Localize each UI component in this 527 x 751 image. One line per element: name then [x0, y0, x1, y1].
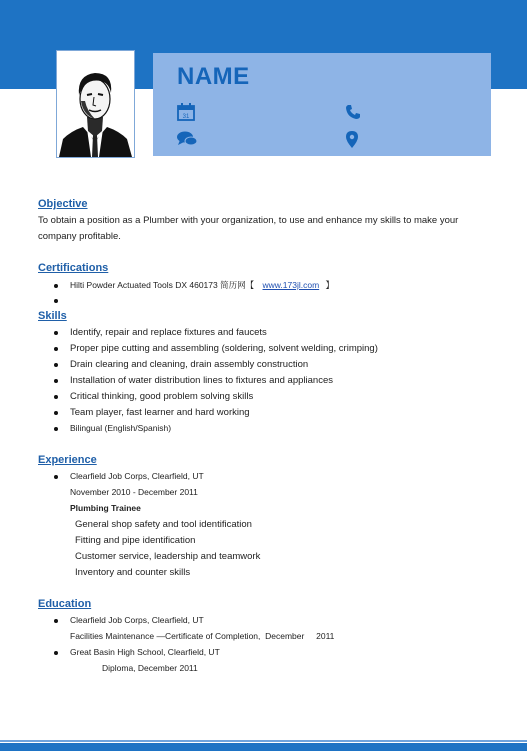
phone-icon: [345, 104, 361, 120]
svg-text:31: 31: [182, 114, 190, 120]
skill-item: Identify, repair and replace fixtures and faucets: [70, 327, 267, 338]
objective-text-line1: To obtain a position as a Plumber with your organization, to use and enhance my skills to make your: [38, 215, 459, 226]
profile-photo: [56, 50, 135, 158]
certification-text: Hilti Powder Actuated Tools DX 460173 简历网【: [70, 280, 255, 290]
certifications-section: [38, 262, 108, 274]
duty-item: Fitting and pipe identification: [75, 535, 196, 546]
skill-item: Proper pipe cutting and assembling (soldering, solvent welding, crimping): [70, 343, 378, 354]
certification-bracket: 】: [325, 280, 335, 290]
bullet: [54, 363, 58, 367]
school-name: Clearfield Job Corps, Clearfield, UT: [70, 615, 204, 625]
chat-icon: [177, 131, 197, 147]
objective-text-line2: company profitable.: [38, 231, 121, 242]
skills-section: [38, 310, 67, 322]
objective-section: [38, 198, 88, 210]
education-section: [38, 598, 91, 610]
education-title: Education: [38, 598, 92, 610]
bullet: [54, 427, 58, 431]
skill-item: Installation of water distribution lines to fixtures and appliances: [70, 375, 333, 386]
employment-dates: November 2010 - December 2011: [70, 487, 198, 497]
skill-item: Bilingual (English/Spanish): [70, 423, 172, 433]
location-pin-icon: [346, 131, 358, 148]
bullet: [54, 284, 58, 288]
school-detail: Diploma, December 2011: [102, 663, 198, 673]
footer-band: [0, 743, 527, 751]
experience-section: [38, 454, 97, 466]
bullet: [54, 475, 58, 479]
bullet: [54, 651, 58, 655]
bullet: [54, 331, 58, 335]
footer-line: [0, 740, 527, 742]
school-name: Great Basin High School, Clearfield, UT: [70, 647, 220, 657]
skill-item: Drain clearing and cleaning, drain assembly construction: [70, 359, 309, 370]
school-detail: Facilities Maintenance —Certificate of Completion, December 2011: [70, 631, 335, 641]
duty-item: General shop safety and tool identification: [75, 519, 252, 530]
duty-item: Inventory and counter skills: [75, 567, 191, 578]
objective-title: Objective: [38, 198, 88, 210]
contact-header: [153, 53, 491, 156]
bullet-empty: [54, 299, 58, 303]
skills-title: Skills: [38, 310, 67, 322]
duty-item: Customer service, leadership and teamwork: [75, 551, 261, 562]
skill-item: Team player, fast learner and hard working: [70, 407, 250, 418]
skill-item: Critical thinking, good problem solving skills: [70, 391, 254, 402]
job-role: Plumbing Trainee: [70, 503, 141, 513]
bullet: [54, 379, 58, 383]
certifications-title: Certifications: [38, 262, 109, 274]
employer: Clearfield Job Corps, Clearfield, UT: [70, 471, 204, 481]
certification-link[interactable]: www.173jl.com: [262, 280, 320, 290]
calendar-icon: [177, 103, 195, 121]
bullet: [54, 395, 58, 399]
candidate-name: NAME: [177, 63, 250, 90]
bullet: [54, 411, 58, 415]
certification-item: [70, 279, 334, 291]
bullet: [54, 619, 58, 623]
experience-title: Experience: [38, 454, 97, 466]
bullet: [54, 347, 58, 351]
